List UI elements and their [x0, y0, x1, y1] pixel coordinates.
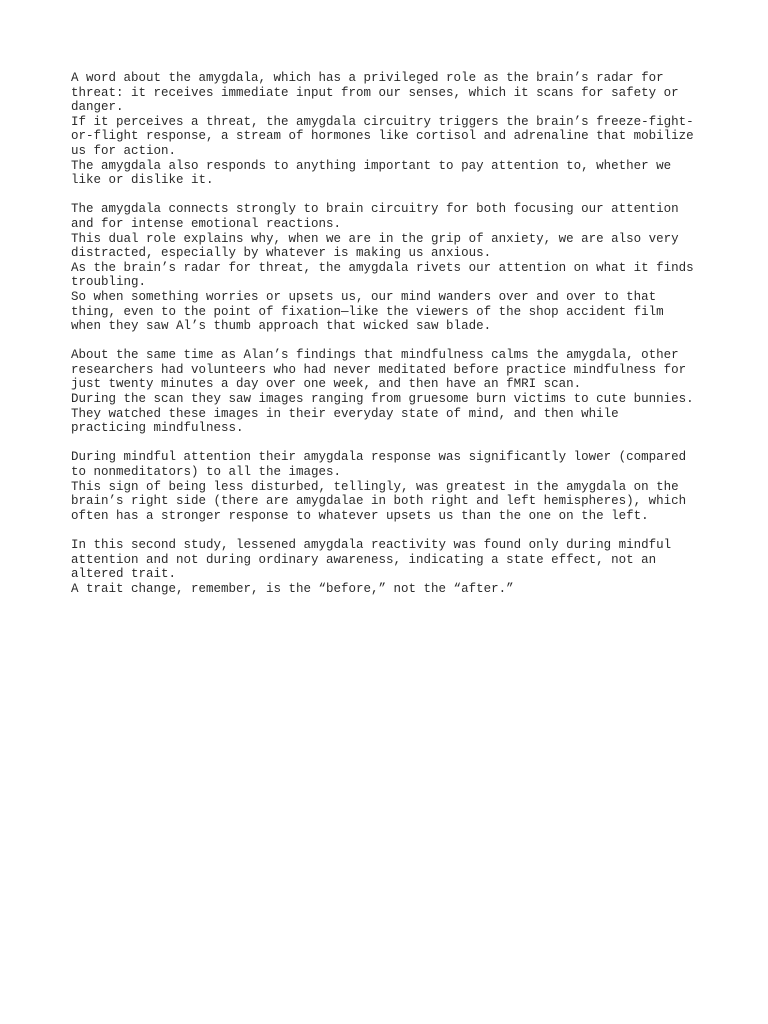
text-line: thing, even to the point of fixation—like the viewers of the shop accident film [71, 304, 664, 319]
paragraph-mindful-attention [71, 450, 711, 523]
text-line: or-flight response, a stream of hormones like cortisol and adrenaline that mobilize [71, 129, 694, 144]
text-line: They watched these images in their everyday state of mind, and then while [71, 406, 619, 421]
text-line: A trait change, remember, is the “before,” not the “after.” [71, 581, 514, 596]
text-line: attention and not during ordinary awareness, indicating a state effect, not an [71, 552, 657, 567]
text-line: us for action. [71, 143, 177, 158]
text-line: when they saw Al’s thumb approach that wicked saw blade. [71, 319, 492, 334]
text-line: In this second study, lessened amygdala reactivity was found only during mindful [71, 538, 672, 552]
text-line: brain’s right side (there are amygdalae in both right and left hemispheres), which [71, 494, 687, 509]
text-line: If it perceives a threat, the amygdala circuitry triggers the brain’s freeze-fight- [71, 114, 694, 129]
text-line: This dual role explains why, when we are in the grip of anxiety, we are also very [71, 231, 679, 246]
text-line: The amygdala also responds to anything important to pay attention to, whether we [71, 158, 672, 173]
text-line: troubling. [71, 275, 147, 290]
paragraph-fmri-study [71, 348, 711, 436]
paragraph-amygdala-radar [71, 71, 711, 188]
text-line: The amygdala connects strongly to brain circuitry for both focusing our attention [71, 202, 679, 217]
text-line: often has a stronger response to whatever upsets us than the one on the left. [71, 508, 649, 523]
text-line: and for intense emotional reactions. [71, 216, 342, 231]
text-line: So when something worries or upsets us, our mind wanders over and over to that [71, 289, 657, 304]
text-line: danger. [71, 100, 124, 115]
text-line: altered trait. [71, 567, 177, 582]
text-line: This sign of being less disturbed, tellingly, was greatest in the amygdala on the [71, 479, 679, 494]
text-line: like or dislike it. [71, 173, 214, 188]
text-line: About the same time as Alan’s findings that mindfulness calms the amygdala, other [71, 348, 679, 363]
paragraph-attention-circuitry [71, 202, 711, 333]
text-line: to nonmeditators) to all the images. [71, 465, 342, 480]
text-line: As the brain’s radar for threat, the amygdala rivets our attention on what it finds [71, 260, 694, 275]
text-line: researchers had volunteers who had never meditated before practice mindfulness for [71, 362, 687, 377]
text-line: distracted, especially by whatever is making us anxious. [71, 246, 492, 261]
document-page [71, 71, 711, 611]
text-line: A word about the amygdala, which has a privileged role as the brain’s radar for [71, 71, 664, 85]
text-line: During the scan they saw images ranging from gruesome burn victims to cute bunnies. [71, 392, 694, 407]
text-line: just twenty minutes a day over one week, and then have an fMRI scan. [71, 377, 582, 392]
text-line: practicing mindfulness. [71, 421, 244, 436]
text-line: During mindful attention their amygdala response was significantly lower (compared [71, 450, 687, 465]
text-line: threat: it receives immediate input from our senses, which it scans for safety or [71, 85, 679, 100]
paragraph-state-vs-trait [71, 538, 711, 596]
